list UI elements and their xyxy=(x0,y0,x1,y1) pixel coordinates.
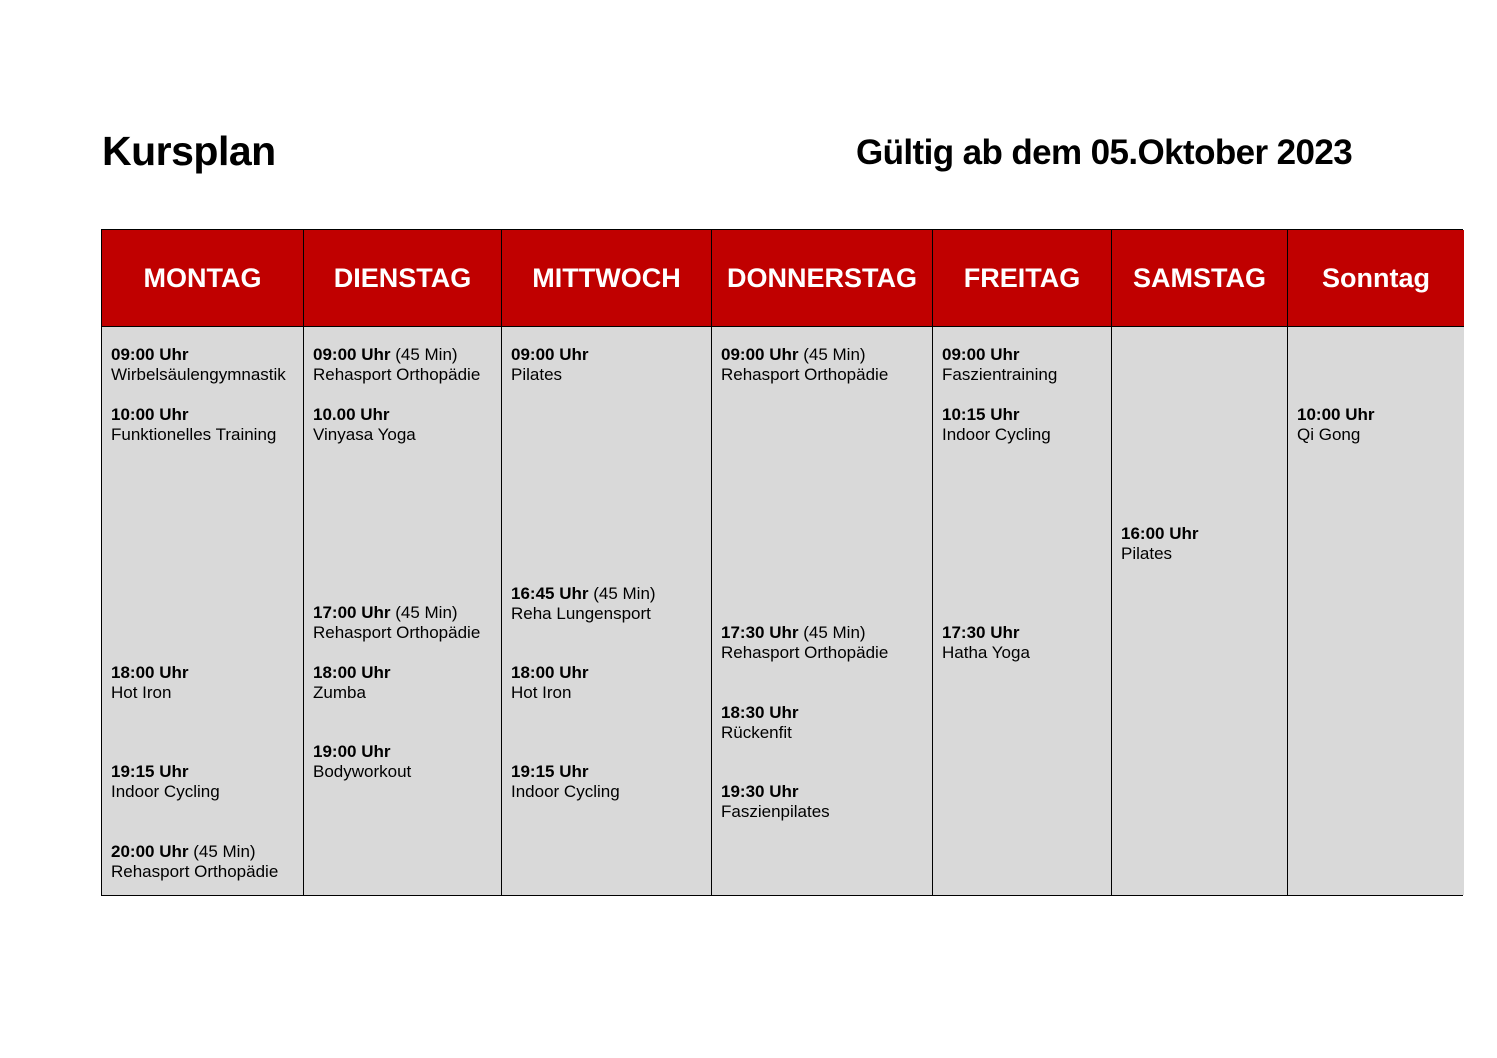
day-column-1 xyxy=(304,230,502,895)
course-name: Rehasport Orthopädie xyxy=(721,365,889,384)
course-name: Faszientraining xyxy=(942,365,1058,384)
course-time-line xyxy=(313,742,411,762)
course-time: 10:15 Uhr xyxy=(942,405,1020,424)
day-header: FREITAG xyxy=(933,230,1111,327)
course-name: Indoor Cycling xyxy=(111,782,220,801)
course-time-line xyxy=(313,405,416,425)
day-cell xyxy=(102,327,303,895)
day-header: DIENSTAG xyxy=(304,230,501,327)
course-name: Hot Iron xyxy=(511,683,572,702)
course-time-line xyxy=(511,663,588,683)
course-time: 10:00 Uhr xyxy=(1297,405,1375,424)
course-entry xyxy=(111,345,286,385)
day-cell xyxy=(712,327,932,895)
course-entry xyxy=(313,603,480,643)
day-cell xyxy=(933,327,1111,895)
course-duration: (45 Min) xyxy=(188,842,256,861)
course-schedule-table xyxy=(101,229,1463,896)
course-entry xyxy=(111,405,276,445)
day-cell xyxy=(1288,327,1464,895)
course-name: Hot Iron xyxy=(111,683,172,702)
course-time-line xyxy=(111,762,220,782)
page-title: Kursplan xyxy=(102,128,276,174)
course-name: Funktionelles Training xyxy=(111,425,277,444)
course-duration: (45 Min) xyxy=(798,623,866,642)
course-time-line xyxy=(721,703,798,723)
course-duration: (45 Min) xyxy=(390,603,458,622)
course-time: 18:00 Uhr xyxy=(111,663,189,682)
day-column-5 xyxy=(1112,230,1288,895)
day-column-6 xyxy=(1288,230,1464,895)
course-time: 10:00 Uhr xyxy=(111,405,189,424)
course-time-line xyxy=(1121,524,1198,544)
course-entry xyxy=(942,345,1057,385)
day-header: SAMSTAG xyxy=(1112,230,1287,327)
course-entry xyxy=(721,623,888,663)
course-time: 19:00 Uhr xyxy=(313,742,391,761)
course-time-line xyxy=(511,345,588,365)
course-time-line xyxy=(111,345,286,365)
course-name: Pilates xyxy=(511,365,563,384)
course-time: 09:00 Uhr xyxy=(313,345,391,364)
day-header: Sonntag xyxy=(1288,230,1464,327)
course-entry xyxy=(1297,405,1374,445)
course-time: 16:45 Uhr xyxy=(511,584,589,603)
course-entry xyxy=(313,742,411,782)
course-entry xyxy=(721,782,830,822)
course-time: 19:15 Uhr xyxy=(111,762,189,781)
course-duration: (45 Min) xyxy=(390,345,458,364)
course-name: Wirbelsäulengymnastik xyxy=(111,365,286,384)
day-column-3 xyxy=(712,230,933,895)
course-name: Bodyworkout xyxy=(313,762,412,781)
course-time-line xyxy=(721,782,830,802)
course-time-line xyxy=(721,345,888,365)
valid-from-date: Gültig ab dem 05.Oktober 2023 xyxy=(856,133,1353,172)
course-name: Indoor Cycling xyxy=(942,425,1051,444)
course-time-line xyxy=(111,405,276,425)
day-column-2 xyxy=(502,230,712,895)
course-time-line xyxy=(1297,405,1374,425)
course-time: 10.00 Uhr xyxy=(313,405,390,424)
course-time-line xyxy=(111,663,188,683)
course-entry xyxy=(111,663,188,703)
course-entry xyxy=(1121,524,1198,564)
course-name: Rehasport Orthopädie xyxy=(721,643,889,662)
course-name: Indoor Cycling xyxy=(511,782,620,801)
course-name: Rehasport Orthopädie xyxy=(313,365,481,384)
day-header: DONNERSTAG xyxy=(712,230,932,327)
day-column-0 xyxy=(102,230,304,895)
course-time: 17:30 Uhr xyxy=(721,623,799,642)
course-time: 17:00 Uhr xyxy=(313,603,391,622)
course-time-line xyxy=(111,842,278,862)
course-time-line xyxy=(511,762,620,782)
course-entry xyxy=(511,762,620,802)
course-time: 09:00 Uhr xyxy=(721,345,799,364)
course-entry xyxy=(511,584,656,624)
course-time-line xyxy=(511,584,656,604)
course-time-line xyxy=(313,603,480,623)
day-cell xyxy=(502,327,711,895)
course-time: 18:30 Uhr xyxy=(721,703,799,722)
course-name: Rehasport Orthopädie xyxy=(111,862,279,881)
course-entry xyxy=(313,405,416,445)
course-entry xyxy=(942,623,1030,663)
course-time: 16:00 Uhr xyxy=(1121,524,1199,543)
course-name: Rückenfit xyxy=(721,723,792,742)
course-name: Zumba xyxy=(313,683,366,702)
course-duration: (45 Min) xyxy=(798,345,866,364)
day-header: MITTWOCH xyxy=(502,230,711,327)
course-entry xyxy=(511,663,588,703)
course-entry xyxy=(111,762,220,802)
course-entry xyxy=(942,405,1051,445)
day-cell xyxy=(1112,327,1287,895)
course-time: 20:00 Uhr xyxy=(111,842,189,861)
course-name: Pilates xyxy=(1121,544,1173,563)
course-entry xyxy=(313,345,480,385)
course-entry xyxy=(511,345,588,385)
course-time: 09:00 Uhr xyxy=(942,345,1020,364)
course-time: 09:00 Uhr xyxy=(511,345,589,364)
course-entry xyxy=(111,842,278,882)
course-name: Hatha Yoga xyxy=(942,643,1030,662)
course-time-line xyxy=(313,663,390,683)
course-time-line xyxy=(942,623,1030,643)
day-header: MONTAG xyxy=(102,230,303,327)
course-time: 17:30 Uhr xyxy=(942,623,1020,642)
course-entry xyxy=(313,663,390,703)
course-time: 09:00 Uhr xyxy=(111,345,189,364)
course-time: 18:00 Uhr xyxy=(511,663,589,682)
course-time: 19:15 Uhr xyxy=(511,762,589,781)
course-name: Vinyasa Yoga xyxy=(313,425,416,444)
day-cell xyxy=(304,327,501,895)
course-time: 19:30 Uhr xyxy=(721,782,799,801)
course-entry xyxy=(721,703,798,743)
course-name: Qi Gong xyxy=(1297,425,1361,444)
course-duration: (45 Min) xyxy=(588,584,656,603)
course-time-line xyxy=(313,345,480,365)
course-name: Faszienpilates xyxy=(721,802,830,821)
course-name: Rehasport Orthopädie xyxy=(313,623,481,642)
course-name: Reha Lungensport xyxy=(511,604,651,623)
day-column-4 xyxy=(933,230,1112,895)
course-entry xyxy=(721,345,888,385)
course-time-line xyxy=(942,405,1051,425)
course-time-line xyxy=(721,623,888,643)
course-time-line xyxy=(942,345,1057,365)
course-time: 18:00 Uhr xyxy=(313,663,391,682)
